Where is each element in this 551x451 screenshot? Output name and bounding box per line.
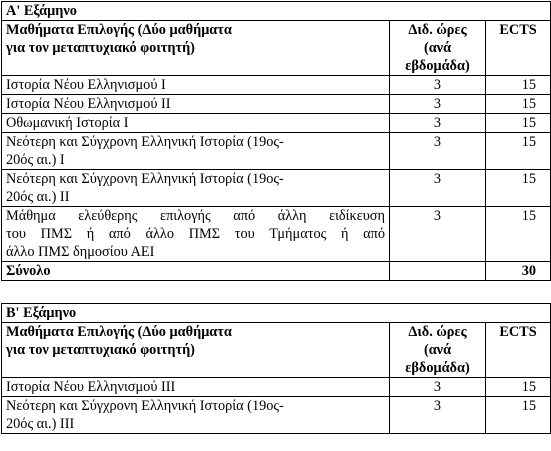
hours-header-line: (ανά (423, 342, 452, 358)
ects-column-header: ECTS (486, 323, 551, 378)
table-row (2, 378, 551, 397)
ects-value: 15 (486, 133, 551, 170)
course-column-header (2, 323, 390, 378)
course-name-line: Μάθημα ελεύθερης επιλογής από άλλη ειδίκευση (6, 208, 385, 224)
course-name (2, 133, 390, 170)
hours-value: 3 (390, 133, 486, 170)
semester-title: Β' Εξάμηνο (2, 304, 551, 323)
hours-value: 3 (390, 95, 486, 114)
course-name-line: Νεότερη και Σύγχρονη Ελληνική Ιστορία (19ος- (6, 398, 284, 414)
table-row (2, 170, 551, 207)
total-row (2, 262, 551, 281)
course-header-line: Μαθήματα Επιλογής (Δύο μαθήματα (6, 22, 232, 38)
table-row (2, 397, 551, 434)
ects-column-header: ECTS (486, 21, 551, 76)
course-name: Ιστορία Νέου Ελληνισμού Ι (2, 76, 390, 95)
table-row (2, 114, 551, 133)
semester-title: Α' Εξάμηνο (2, 2, 551, 21)
hours-header-line: (ανά (423, 40, 452, 56)
course-name-line: 20ός αι.) ΙΙ (6, 189, 70, 205)
ects-value: 15 (486, 170, 551, 207)
course-name (2, 170, 390, 207)
course-name: Ιστορία Νέου Ελληνισμού ΙΙ (2, 95, 390, 114)
table-row (2, 76, 551, 95)
semester-b-table (1, 303, 551, 434)
hours-header-line: εβδομάδα) (405, 58, 470, 74)
ects-value: 15 (486, 95, 551, 114)
ects-value: 15 (486, 114, 551, 133)
hours-value: 3 (390, 76, 486, 95)
course-name (2, 397, 390, 434)
hours-value: 3 (390, 114, 486, 133)
course-name: Ιστορία Νέου Ελληνισμού ΙΙΙ (2, 378, 390, 397)
course-name-line: του ΠΜΣ ή από άλλο ΠΜΣ του Τμήματος ή από (6, 226, 385, 242)
course-name (2, 207, 390, 262)
course-name-line: άλλο ΠΜΣ δημοσίου ΑΕΙ (6, 244, 155, 260)
course-header-line: για τον μεταπτυχιακό φοιτητή) (6, 342, 195, 358)
hours-value: 3 (390, 378, 486, 397)
semester-a-table (1, 1, 551, 281)
course-name-line: Νεότερη και Σύγχρονη Ελληνική Ιστορία (19ος- (6, 171, 284, 187)
hours-header-line: εβδομάδα) (405, 360, 470, 376)
course-header-line: Μαθήματα Επιλογής (Δύο μαθήματα (6, 324, 232, 340)
ects-value: 15 (486, 76, 551, 95)
hours-header-line: Διδ. ώρες (408, 22, 467, 38)
ects-value: 15 (486, 378, 551, 397)
course-header-line: για τον μεταπτυχιακό φοιτητή) (6, 40, 195, 56)
hours-value: 3 (390, 207, 486, 262)
ects-value: 15 (486, 397, 551, 434)
table-row (2, 207, 551, 262)
course-name-line: 20ός αι.) ΙΙΙ (6, 416, 75, 432)
course-column-header (2, 21, 390, 76)
course-name-line: 20ός αι.) Ι (6, 152, 65, 168)
table-row (2, 133, 551, 170)
hours-value: 3 (390, 397, 486, 434)
hours-header-line: Διδ. ώρες (408, 324, 467, 340)
table-row (2, 95, 551, 114)
hours-column-header (390, 21, 486, 76)
total-label: Σύνολο (2, 262, 390, 281)
hours-column-header (390, 323, 486, 378)
hours-value: 3 (390, 170, 486, 207)
total-hours-empty (390, 262, 486, 281)
course-name-line: Νεότερη και Σύγχρονη Ελληνική Ιστορία (19ος- (6, 134, 284, 150)
course-name: Οθωμανική Ιστορία Ι (2, 114, 390, 133)
ects-value: 15 (486, 207, 551, 262)
total-ects: 30 (486, 262, 551, 281)
